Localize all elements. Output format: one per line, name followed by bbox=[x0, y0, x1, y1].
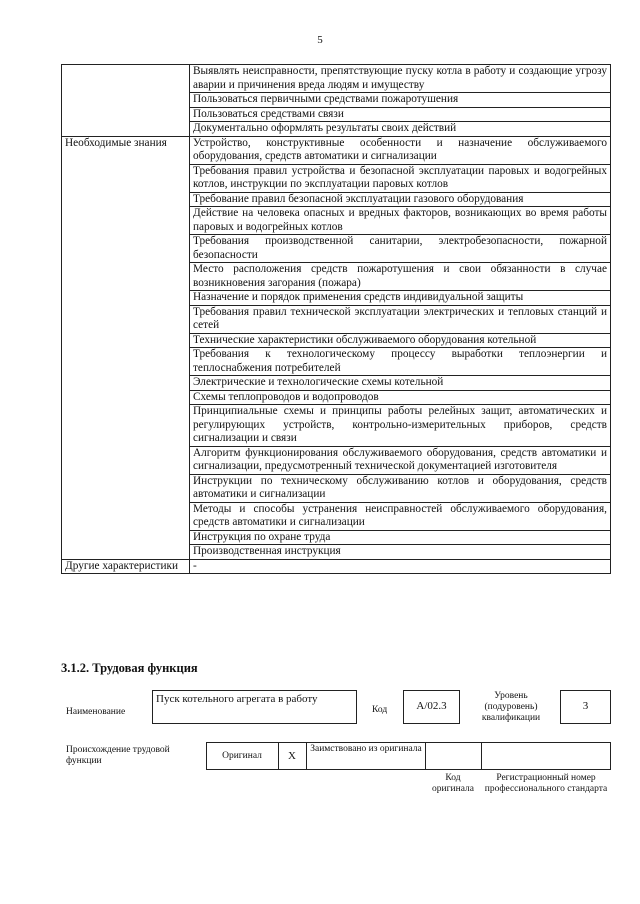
row-text: Действие на человека опасных и вредных факторов, возникающих во время работы паровых и водогрейных котлов bbox=[190, 207, 611, 235]
name-label: Наименование bbox=[66, 707, 126, 717]
row-text: Принципиальные схемы и принципы работы релейных защит, автоматических и регулирующих устройств, контрольно-измерительных приборов, средств сигнализации и связи bbox=[190, 405, 611, 447]
row-text: Технические характеристики обслуживаемого оборудования котельной bbox=[190, 333, 611, 348]
section-title: 3.1.2. Трудовая функция bbox=[61, 661, 198, 675]
row-text: Схемы теплопроводов и водопроводов bbox=[190, 390, 611, 405]
row-text: Устройство, конструктивные особенности и назначение обслуживаемого оборудования, средств автоматики и сигнализации bbox=[190, 136, 611, 164]
origin-label: Происхождение трудовой функции bbox=[66, 745, 170, 766]
row-text: Методы и способы устранения неисправностей обслуживаемого оборудования, средств автоматики и сигнализации bbox=[190, 502, 611, 530]
row-text: Место расположения средств пожаротушения и свои обязанности в случае возникновения загорания (пожара) bbox=[190, 263, 611, 291]
row-text: Инструкции по техническому обслуживанию котлов и оборудования, средств автоматики и сигнализации bbox=[190, 474, 611, 502]
borrowed-label: Заимствовано из оригинала bbox=[310, 744, 422, 754]
original-mark: Х bbox=[288, 750, 296, 762]
code-value: А/02.3 bbox=[416, 700, 447, 712]
requirements-table bbox=[61, 64, 611, 574]
code-caption: Код оригинала bbox=[432, 773, 474, 794]
code-label: Код bbox=[372, 705, 388, 715]
row-label: Необходимые знания bbox=[62, 136, 190, 559]
level-label: Уровень (подуровень) квалификации bbox=[481, 691, 541, 723]
row-text: Требования производственной санитарии, электробезопасности, пожарной безопасности bbox=[190, 235, 611, 263]
page-number: 5 bbox=[317, 34, 323, 46]
reg-caption: Регистрационный номер профессионального стандарта bbox=[484, 773, 608, 794]
row-text: Производственная инструкция bbox=[190, 545, 611, 560]
table-row bbox=[62, 136, 611, 164]
level-value: 3 bbox=[582, 700, 589, 712]
row-text: Пользоваться средствами связи bbox=[190, 107, 611, 122]
row-text: Пользоваться первичными средствами пожаротушения bbox=[190, 93, 611, 108]
row-label bbox=[62, 65, 190, 137]
row-text: Требование правил безопасной эксплуатации газового оборудования bbox=[190, 192, 611, 207]
original-label: Оригинал bbox=[222, 751, 262, 761]
row-label: Другие характеристики bbox=[62, 559, 190, 574]
row-text: Требования правил технической эксплуатации электрических и тепловых станций и сетей bbox=[190, 305, 611, 333]
row-text: Требования правил устройства и безопасной эксплуатации паровых и водогрейных котлов, инструкции по эксплуатации паровых котлов bbox=[190, 164, 611, 192]
row-text: Инструкция по охране труда bbox=[190, 530, 611, 545]
table-row bbox=[62, 559, 611, 574]
row-text: Алгоритм функционирования обслуживаемого оборудования, средств автоматики и сигнализации, предусмотренный технической документацией изготовителя bbox=[190, 446, 611, 474]
row-text: Документально оформлять результаты своих действий bbox=[190, 122, 611, 137]
row-text: - bbox=[190, 559, 611, 574]
name-value: Пуск котельного агрегата в работу bbox=[156, 693, 318, 705]
row-text: Назначение и порядок применения средств индивидуальной защиты bbox=[190, 291, 611, 306]
row-text: Требования к технологическому процессу выработки теплоэнергии и теплоснабжения потребителей bbox=[190, 348, 611, 376]
row-text: Электрические и технологические схемы котельной bbox=[190, 376, 611, 391]
row-text: Выявлять неисправности, препятствующие пуску котла в работу и создающие угрозу аварии и причинения вреда людям и имуществу bbox=[190, 65, 611, 93]
table-row bbox=[62, 65, 611, 93]
